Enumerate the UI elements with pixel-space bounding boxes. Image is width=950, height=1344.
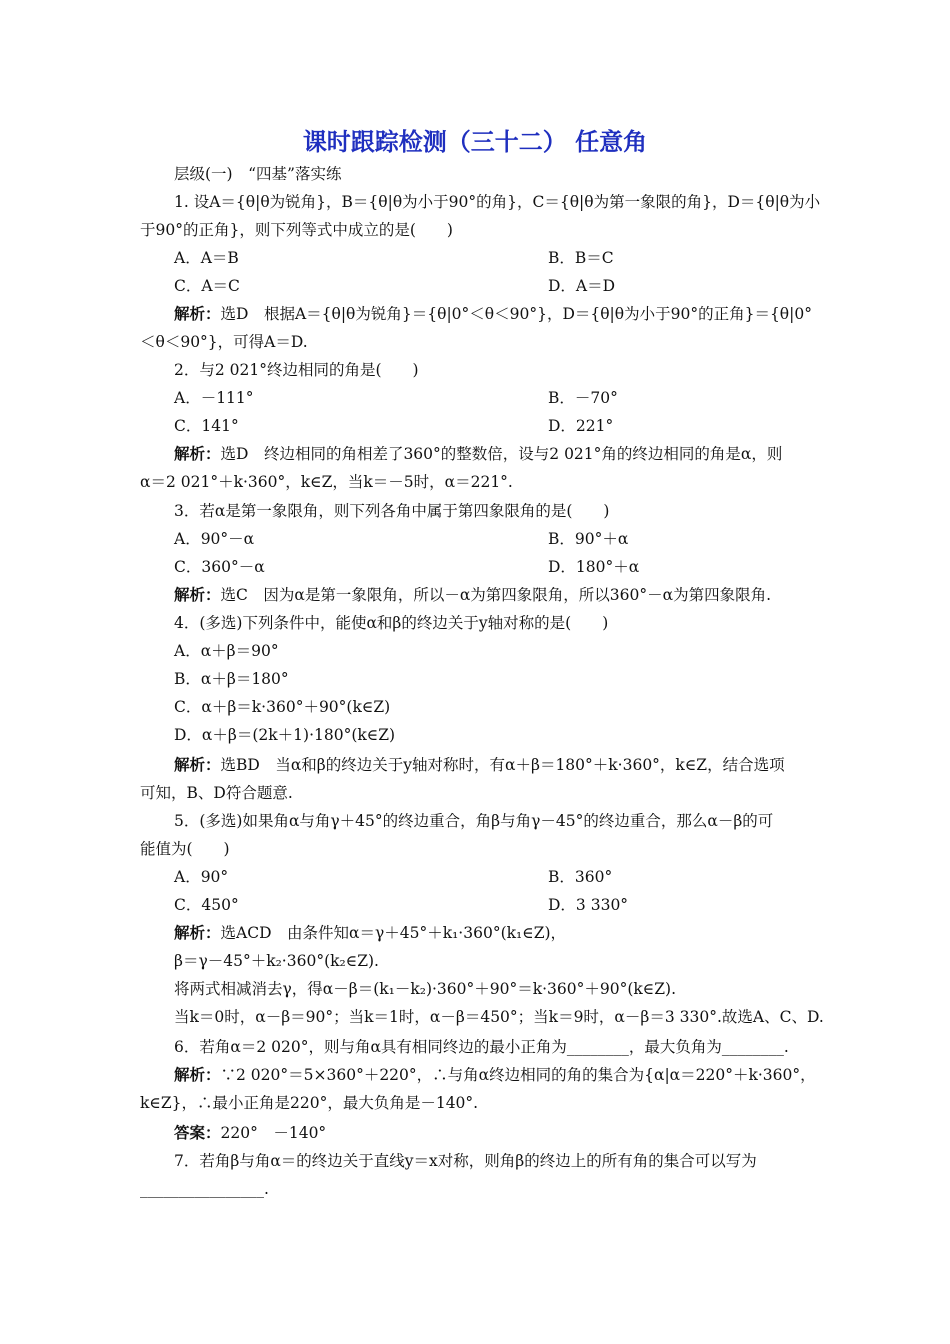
q6-answer: 答案：220° －140° <box>174 1123 327 1142</box>
q7-stem-line1: 7．若角β与角α＝的终边关于直线y＝x对称，则角β的终边上的所有角的集合可以写为 <box>174 1152 757 1170</box>
q6-solution-line1: 解析：∵2 020°＝5×360°＋220°，∴与角α终边相同的角的集合为{α|α＝220°＋k·360°， <box>174 1065 816 1084</box>
q6-stem: 6．若角α＝2 020°，则与角α具有相同终边的最小正角为________，最大负角为________. <box>174 1038 789 1056</box>
q3-stem: 3．若α是第一象限角，则下列各角中属于第四象限角的是( ) <box>174 502 610 520</box>
q5-solution-line1: 解析：选ACD 由条件知α＝γ＋45°＋k₁·360°(k₁∈Z)， <box>174 923 567 942</box>
q2-solution-line1: 解析：选D 终边相同的角相差了360°的整数倍，设与2 021°角的终边相同的角是α，则 <box>174 444 783 463</box>
q5-stem-line1: 5．(多选)如果角α与角γ＋45°的终边重合，角β与角γ－45°的终边重合，那么α－β的可 <box>174 812 774 830</box>
q4-stem: 4．(多选)下列条件中，能使α和β的终边关于y轴对称的是( ) <box>174 614 609 632</box>
q5-option-d: D．3 330° <box>548 896 629 914</box>
q1-option-d: D．A＝D <box>548 277 616 295</box>
q5-option-c: C．450° <box>174 896 239 914</box>
solution-label: 解析： <box>174 444 221 463</box>
solution-label: 解析： <box>174 585 221 604</box>
solution-label: 解析： <box>174 1065 221 1084</box>
q4-option-b: B．α＋β＝180° <box>174 670 289 688</box>
q3-option-b: B．90°＋α <box>548 530 629 548</box>
q2-option-a: A．－111° <box>174 389 254 407</box>
q4-option-a: A．α＋β＝90° <box>174 642 279 660</box>
q1-option-c: C．A＝C <box>174 277 240 295</box>
q5-option-a: A．90° <box>174 868 229 886</box>
q7-stem-line2: ________________. <box>140 1180 269 1198</box>
q1-stem-line1: 1. 设A＝{θ|θ为锐角}，B＝{θ|θ为小于90°的角}，C＝{θ|θ为第一象限的角}，D＝{θ|θ为小 <box>174 193 821 211</box>
q3-option-d: D．180°＋α <box>548 558 640 576</box>
q2-option-b: B．－70° <box>548 389 618 407</box>
solution-label: 解析： <box>174 304 221 323</box>
q4-solution-line1: 解析：选BD 当α和β的终边关于y轴对称时，有α＋β＝180°＋k·360°，k∈Z，结合选项 <box>174 755 785 774</box>
q1-stem-line2: 于90°的正角}，则下列等式中成立的是( ) <box>140 221 453 239</box>
q4-option-c: C．α＋β＝k·360°＋90°(k∈Z) <box>174 698 391 716</box>
q2-option-c: C．141° <box>174 417 239 435</box>
q1-solution-line2: ＜θ＜90°}，可得A＝D. <box>140 333 308 351</box>
q5-solution-line3: 将两式相减消去γ，得α－β＝(k₁－k₂)·360°＋90°＝k·360°＋90°(k∈Z). <box>174 980 677 998</box>
page-title: 课时跟踪检测（三十二） 任意角 <box>302 127 648 156</box>
solution-label: 解析： <box>174 755 221 774</box>
q2-stem: 2．与2 021°终边相同的角是( ) <box>174 361 419 379</box>
q2-solution-line2: α＝2 021°＋k·360°，k∈Z，当k＝－5时，α＝221°. <box>140 473 513 491</box>
q3-option-a: A．90°－α <box>174 530 255 548</box>
q5-solution-line4: 当k＝0时，α－β＝90°；当k＝1时，α－β＝450°；当k＝9时，α－β＝3 330°.故选A、C、D. <box>174 1008 824 1026</box>
solution-label: 解析： <box>174 923 221 942</box>
level-heading: 层级(一) “四基”落实练 <box>174 165 342 183</box>
q1-solution-line1: 解析：选D 根据A＝{θ|θ为锐角}＝{θ|0°＜θ＜90°}，D＝{θ|θ为小于90°的正角}＝{θ|0° <box>174 304 812 323</box>
q6-solution-line2: k∈Z}，∴最小正角是220°，最大负角是－140°. <box>140 1094 479 1112</box>
q1-option-a: A．A＝B <box>174 249 239 267</box>
q5-stem-line2: 能值为( ) <box>140 840 230 858</box>
q3-solution: 解析：选C 因为α是第一象限角，所以－α为第四象限角，所以360°－α为第四象限角. <box>174 585 772 604</box>
answer-label: 答案： <box>174 1123 221 1142</box>
q4-solution-line2: 可知，B、D符合题意. <box>140 784 293 802</box>
q4-option-d: D．α＋β＝(2k＋1)·180°(k∈Z) <box>174 726 396 744</box>
q2-option-d: D．221° <box>548 417 614 435</box>
q1-option-b: B．B＝C <box>548 249 614 267</box>
q5-option-b: B．360° <box>548 868 613 886</box>
q3-option-c: C．360°－α <box>174 558 265 576</box>
q5-solution-line2: β＝γ－45°＋k₂·360°(k₂∈Z). <box>174 952 379 970</box>
